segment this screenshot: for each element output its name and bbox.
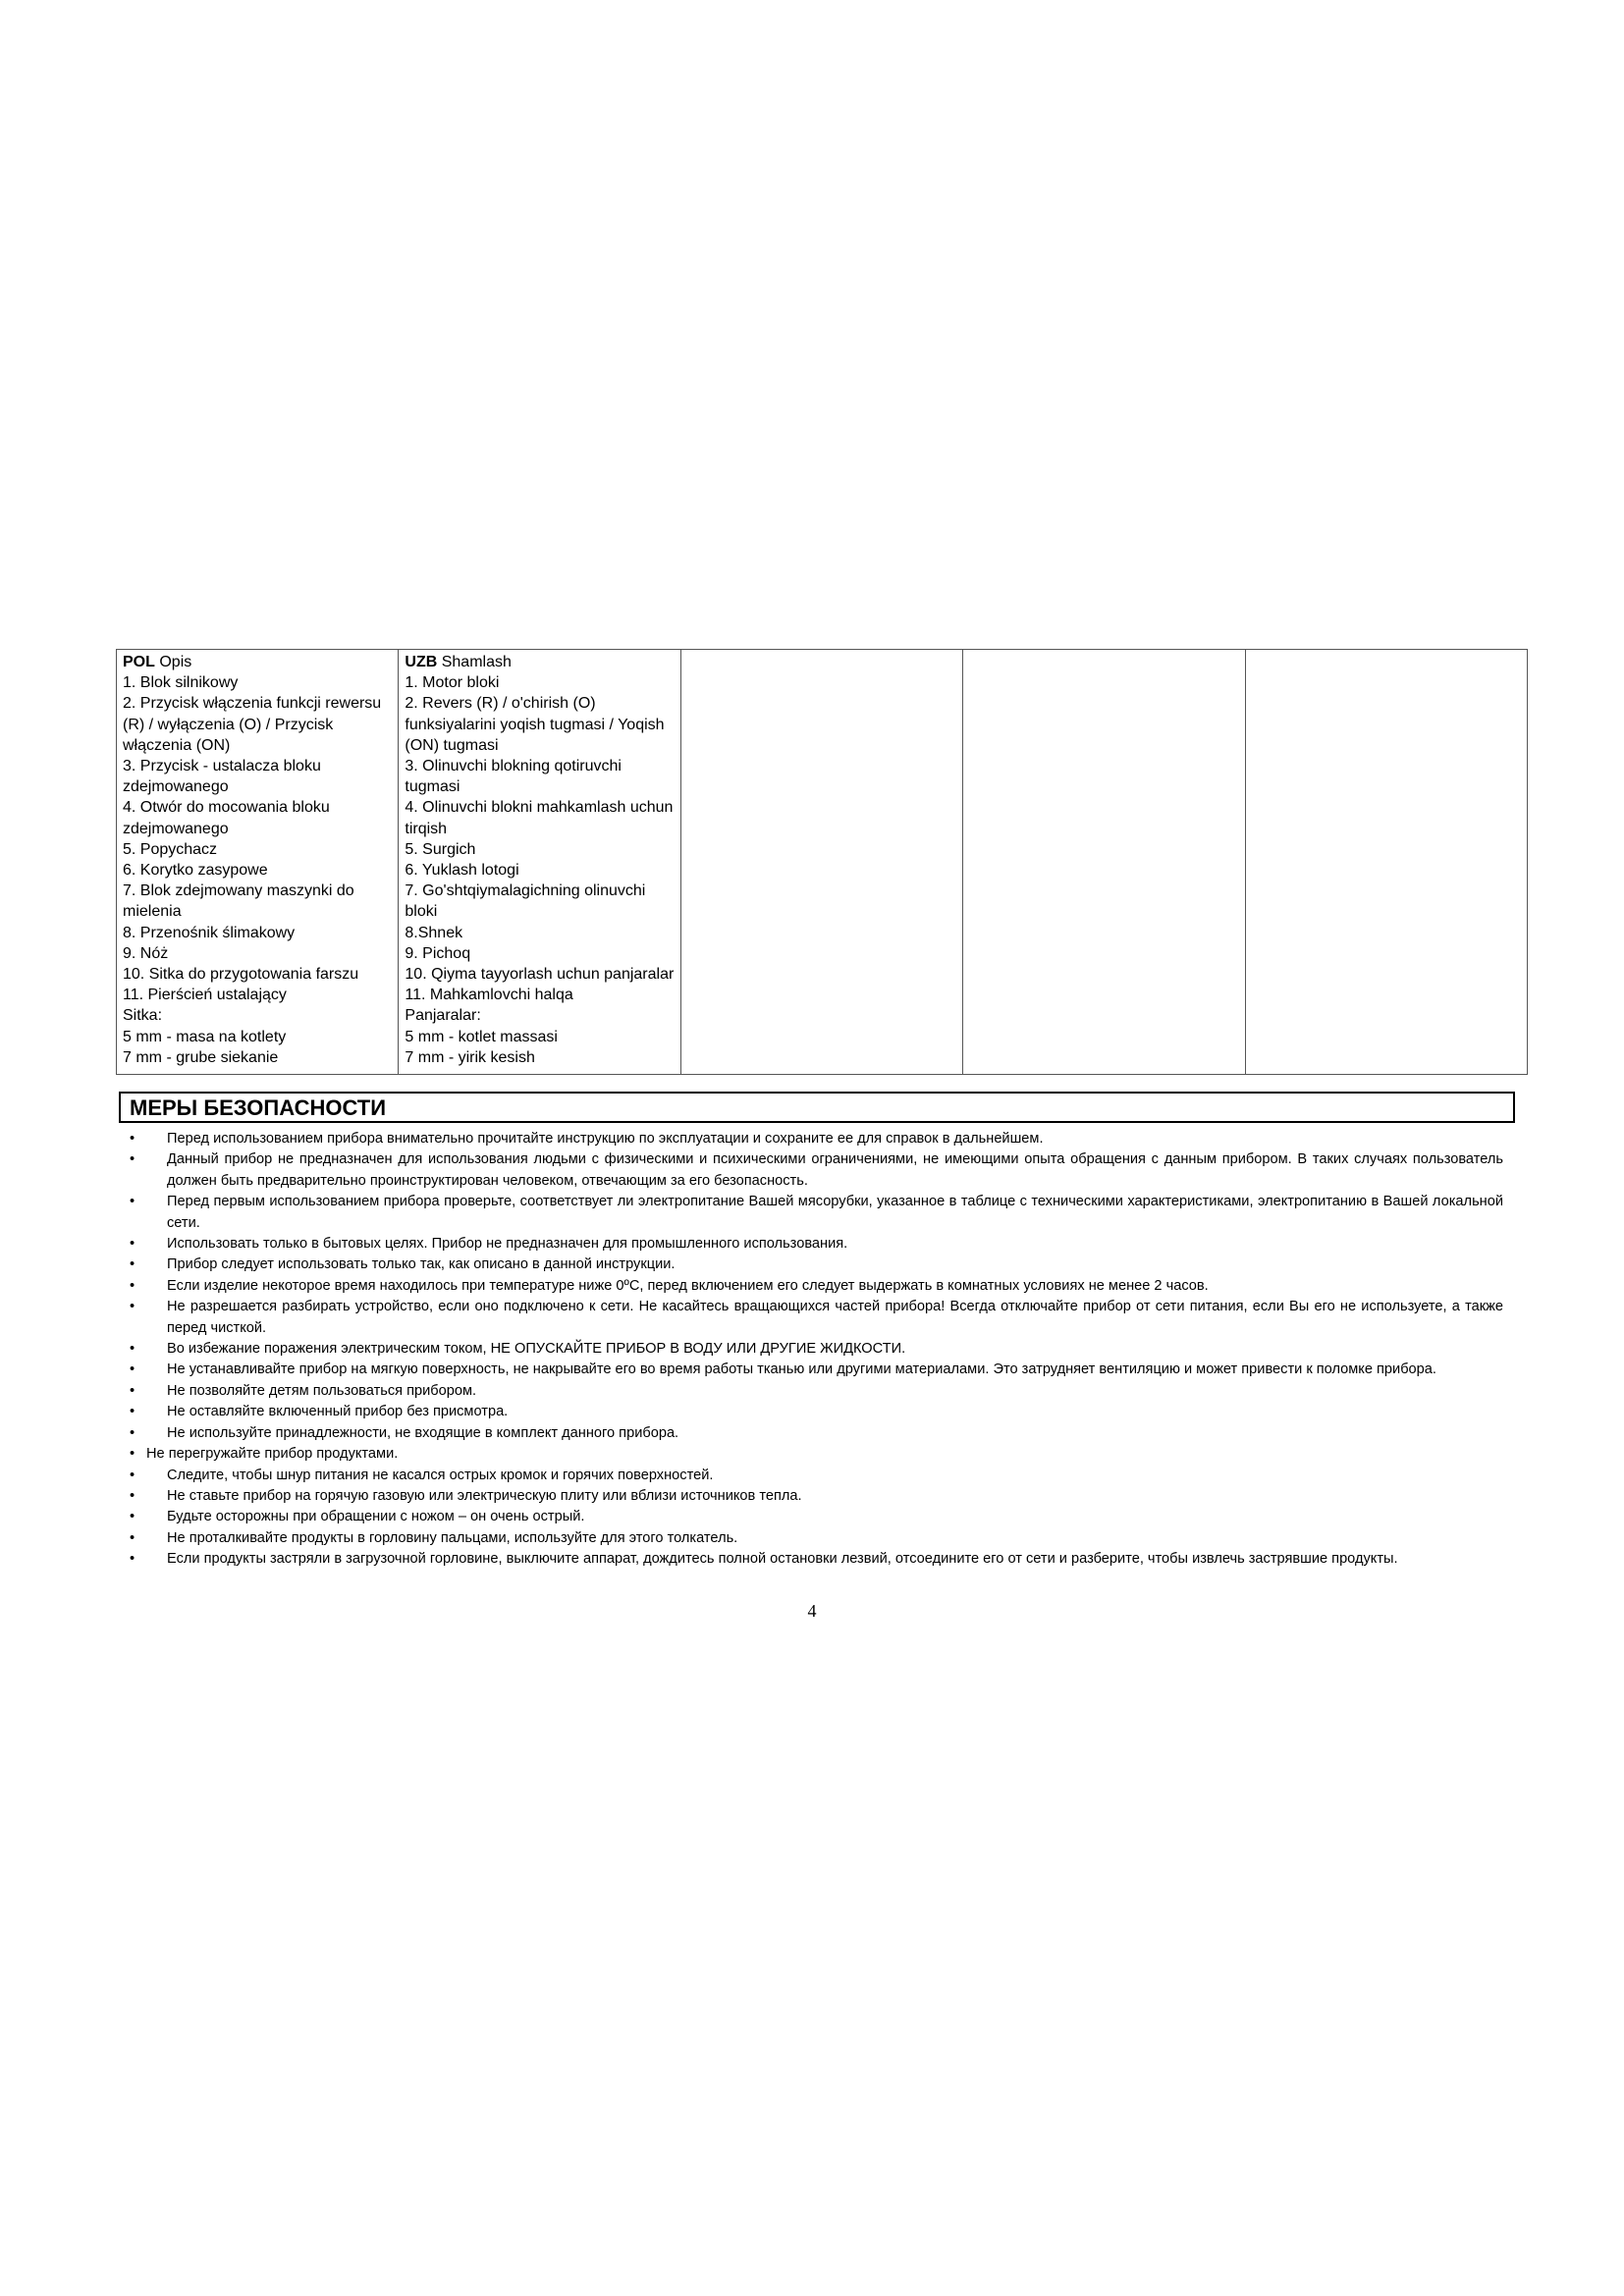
uzb-lang-code: UZB — [405, 654, 438, 670]
empty-cell-4 — [963, 650, 1245, 1075]
part-line: 1. Blok silnikowy — [123, 674, 239, 692]
description-table-row — [117, 650, 1528, 1075]
safety-item-text: Не оставляйте включенный прибор без присмотра. — [167, 1404, 509, 1420]
safety-item-text: Перед первым использованием прибора проверьте, соответствует ли электропитание Вашей мясорубки, указанное в таблице с техническими характеристиками, электропитанию в Вашей локальной сети. — [167, 1194, 1503, 1231]
part-line: 6. Korytko zasypowe — [123, 862, 268, 880]
safety-list — [119, 1129, 1503, 1571]
bullet-icon: • — [130, 1509, 135, 1525]
safety-item — [119, 1297, 1503, 1339]
safety-item — [119, 1149, 1503, 1192]
part-line: 2. Revers (R) / o'chirish (O) — [405, 695, 596, 713]
part-line: Sitka: — [123, 1007, 163, 1025]
safety-item-text: Будьте осторожны при обращении с ножом – он очень острый. — [167, 1509, 585, 1525]
part-line: 10. Sitka do przygotowania farszu — [123, 966, 359, 984]
safety-item-text: Не проталкивайте продукты в горловину пальцами, используйте для этого толкатель. — [167, 1529, 738, 1546]
part-line: 5 mm - masa na kotlety — [123, 1028, 287, 1045]
safety-item-text: Использовать только в бытовых целях. Прибор не предназначен для промышленного использования. — [167, 1236, 848, 1253]
part-line: 11. Pierścień ustalający — [123, 987, 287, 1004]
bullet-icon: • — [130, 1299, 135, 1315]
part-line: włączenia (ON) — [123, 736, 231, 754]
safety-item — [119, 1466, 1503, 1486]
safety-item-text: Во избежание поражения электрическим током, НЕ ОПУСКАЙТЕ ПРИБОР В ВОДУ ИЛИ ДРУГИЕ ЖИДКОСТИ. — [167, 1341, 906, 1358]
part-line: 8.Shnek — [405, 924, 463, 941]
part-line: 7 mm - grube siekanie — [123, 1048, 279, 1066]
bullet-icon: • — [130, 1151, 135, 1168]
safety-item-text: Не разрешается разбирать устройство, если оно подключено к сети. Не касайтесь вращающихся частей прибора! Всегда отключайте прибор от сети питания, если Вы его не используете, а также перед чисткой. — [167, 1299, 1503, 1336]
safety-item — [119, 1402, 1503, 1422]
part-line: zdejmowanego — [123, 820, 229, 837]
part-line: 5 mm - kotlet massasi — [405, 1028, 558, 1045]
uzb-heading-text: Shamlash — [441, 654, 512, 670]
safety-item — [119, 1276, 1503, 1297]
pol-heading — [123, 652, 392, 672]
bullet-icon: • — [130, 1256, 135, 1273]
part-line: Panjaralar: — [405, 1007, 481, 1025]
safety-item — [119, 1444, 1503, 1465]
safety-item — [119, 1381, 1503, 1402]
empty-cell-3 — [680, 650, 962, 1075]
part-line: (ON) tugmasi — [405, 736, 499, 754]
safety-item — [119, 1486, 1503, 1507]
part-line: 11. Mahkamlovchi halqa — [405, 987, 573, 1004]
part-line: 8. Przenośnik ślimakowy — [123, 924, 296, 941]
safety-item — [119, 1255, 1503, 1275]
uzb-heading — [405, 652, 674, 672]
safety-item — [119, 1339, 1503, 1360]
part-line: 3. Olinuvchi blokning qotiruvchi tugmasi — [405, 758, 626, 796]
safety-item-text: Прибор следует использовать только так, как описано в данной инструкции. — [167, 1256, 676, 1273]
safety-item — [119, 1192, 1503, 1234]
bullet-icon: • — [130, 1236, 135, 1253]
safety-item — [119, 1528, 1503, 1549]
pol-heading-text: Opis — [159, 654, 192, 670]
bullet-icon: • — [130, 1131, 135, 1147]
safety-item-text: Не ставьте прибор на горячую газовую или электрическую плиту или вблизи источников тепла. — [167, 1487, 802, 1504]
safety-item — [119, 1234, 1503, 1255]
safety-section-title: МЕРЫ БЕЗОПАСНОСТИ — [119, 1092, 1515, 1123]
part-line: 5. Surgich — [405, 840, 476, 858]
bullet-icon: • — [130, 1551, 135, 1568]
bullet-icon: • — [130, 1529, 135, 1546]
bullet-icon: • — [130, 1404, 135, 1420]
uzb-description-cell — [399, 650, 680, 1075]
part-line: 9. Nóż — [123, 944, 169, 962]
part-line: 7. Blok zdejmowany maszynki do — [123, 882, 354, 900]
uzb-parts-list — [405, 672, 674, 1068]
part-line: 4. Olinuvchi blokni mahkamlash uchun — [405, 799, 674, 817]
bullet-icon: • — [130, 1467, 135, 1483]
part-line: 5. Popychacz — [123, 840, 218, 858]
bullet-icon: • — [130, 1277, 135, 1294]
safety-item-text: Если продукты застряли в загрузочной горловине, выключите аппарат, дождитесь полной остановки лезвий, отсоедините его от сети и разберите, чтобы извлечь застрявшие продукты. — [167, 1551, 1398, 1568]
part-line: 10. Qiyma tayyorlash uchun panjaralar — [405, 966, 675, 984]
pol-lang-code: POL — [123, 654, 155, 670]
part-line: 3. Przycisk - ustalacza bloku — [123, 758, 321, 775]
part-line: (R) / wyłączenia (O) / Przycisk — [123, 716, 334, 733]
bullet-icon: • — [130, 1487, 135, 1504]
safety-item-text: Не устанавливайте прибор на мягкую поверхность, не накрывайте его во время работы тканью или другими материалами. Это затрудняет вентиляцию и может привести к поломке прибора. — [167, 1362, 1436, 1378]
bullet-icon: • — [130, 1446, 135, 1463]
bullet-icon: • — [130, 1194, 135, 1210]
part-line: 9. Pichoq — [405, 944, 471, 962]
part-line: mielenia — [123, 903, 182, 921]
safety-item-text: Следите, чтобы шнур питания не касался острых кромок и горячих поверхностей. — [167, 1467, 714, 1483]
pol-description-cell — [117, 650, 399, 1075]
safety-item-text: Не перегружайте прибор продуктами. — [146, 1446, 399, 1463]
page-number: 4 — [807, 1601, 817, 1621]
part-line: zdejmowanego — [123, 778, 229, 796]
safety-item-text: Не позволяйте детям пользоваться прибором. — [167, 1382, 477, 1399]
part-line: 7 mm - yirik kesish — [405, 1048, 535, 1066]
safety-item — [119, 1549, 1503, 1570]
safety-item — [119, 1129, 1503, 1149]
part-line: 1. Motor bloki — [405, 674, 500, 692]
safety-item — [119, 1507, 1503, 1527]
safety-item — [119, 1423, 1503, 1444]
bullet-icon: • — [130, 1341, 135, 1358]
safety-item-text: Перед использованием прибора внимательно прочитайте инструкцию по эксплуатации и сохраните ее для справок в дальнейшем. — [167, 1131, 1044, 1147]
part-line: 2. Przycisk włączenia funkcji rewersu — [123, 695, 382, 713]
empty-cell-5 — [1245, 650, 1527, 1075]
bullet-icon: • — [130, 1362, 135, 1378]
bullet-icon: • — [130, 1382, 135, 1399]
part-line: tirqish — [405, 820, 448, 837]
part-line: 4. Otwór do mocowania bloku — [123, 799, 330, 817]
description-table — [116, 649, 1528, 1075]
safety-item-text: Не используйте принадлежности, не входящие в комплект данного прибора. — [167, 1424, 679, 1441]
pol-parts-list — [123, 672, 392, 1068]
part-line: 7. Go'shtqiymalagichning olinuvchi bloki — [405, 882, 650, 921]
safety-item-text: Данный прибор не предназначен для использования людьми с физическими и психическими ограничениями, не имеющими опыта обращения с данным прибором. В таких случаях пользователь должен быть предварительно проинструктирован человеком, отвечающим за его безопасность. — [167, 1151, 1503, 1189]
part-line: 6. Yuklash lotogi — [405, 862, 519, 880]
bullet-icon: • — [130, 1424, 135, 1441]
safety-item-text: Если изделие некоторое время находилось при температуре ниже 0ºC, перед включением его следует выдержать в комнатных условиях не менее 2 часов. — [167, 1277, 1209, 1294]
safety-item — [119, 1360, 1503, 1380]
part-line: funksiyalarini yoqish tugmasi / Yoqish — [405, 716, 665, 733]
